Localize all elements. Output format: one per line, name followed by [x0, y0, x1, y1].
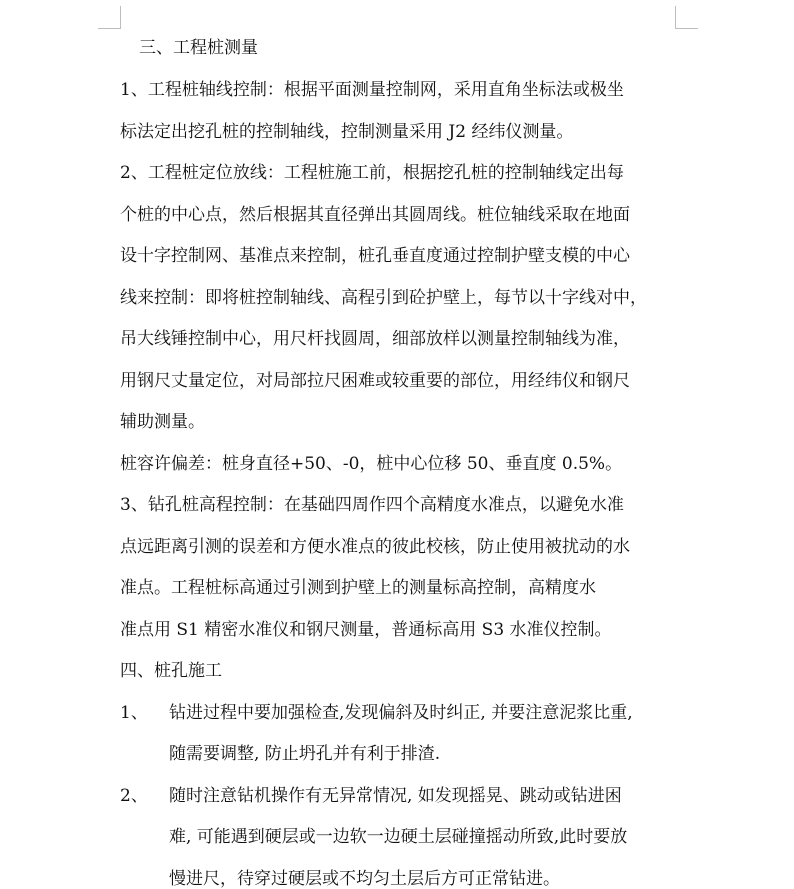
paragraph-2-line-2: 个桩的中心点，然后根据其直径弹出其圆周线。桩位轴线采取在地面 [120, 205, 630, 225]
paragraph-3-line-2: 点远距离引测的误差和方便水准点的彼此校核，防止使用被扰动的水 [120, 537, 630, 557]
paragraph-3-line-4: 准点用 S1 精密水准仪和钢尺测量，普通标高用 S3 水准仪控制。 [120, 620, 612, 640]
crop-mark-right-horizontal [675, 28, 698, 29]
paragraph-2-line-1: 2、工程桩定位放线：工程桩施工前，根据挖孔桩的控制轴线定出每 [120, 163, 624, 183]
list-item-2-line-1: 随时注意钻机操作有无异常情况, 如发现摇晃、跳动或钻进困 [169, 786, 622, 806]
crop-mark-left-horizontal [98, 28, 121, 29]
tolerance-line: 桩容许偏差：桩身直径+50、-0，桩中心位移 50、垂直度 0.5%。 [120, 454, 623, 474]
crop-mark-left-vertical [120, 6, 121, 29]
paragraph-1-line-2: 标法定出挖孔桩的控制轴线，控制测量采用 J2 经纬仪测量。 [120, 122, 574, 142]
paragraph-1-line-1: 1、工程桩轴线控制：根据平面测量控制网，采用直角坐标法或极坐 [120, 80, 624, 100]
paragraph-3-line-1: 3、钻孔桩高程控制：在基础四周作四个高精度水准点，以避免水准 [120, 495, 624, 515]
paragraph-2-line-4: 线来控制：即将桩控制轴线、高程引到砼护壁上，每节以十字线对中， [120, 288, 647, 308]
list-item-2-line-3: 慢进尺，待穿过硬层或不均匀土层后方可正常钻进。 [169, 869, 560, 889]
list-item-1-line-1: 钻进过程中要加强检查,发现偏斜及时纠正, 并要注意泥浆比重, [169, 703, 633, 723]
paragraph-2-line-6: 用钢尺丈量定位，对局部拉尺困难或较重要的部位，用经纬仪和钢尺 [120, 371, 630, 391]
list-item-1-number: 1、 [120, 703, 148, 723]
paragraph-2-line-5: 吊大线锤控制中心，用尺杆找圆周，细部放样以测量控制轴线为准， [120, 329, 630, 349]
list-item-1-line-2: 随需要调整, 防止坍孔并有利于排渣. [169, 744, 441, 764]
crop-mark-right-vertical [675, 6, 676, 29]
section-heading-4: 四、桩孔施工 [120, 661, 222, 681]
paragraph-2-line-3: 设十字控制网、基准点来控制，桩孔垂直度通过控制护壁支模的中心 [120, 246, 630, 266]
paragraph-2-line-7: 辅助测量。 [120, 412, 205, 432]
paragraph-3-line-3: 准点。工程桩标高通过引测到护壁上的测量标高控制，高精度水 [120, 578, 596, 598]
section-heading-3: 三、工程桩测量 [139, 38, 258, 58]
list-item-2-line-2: 难, 可能遇到硬层或一边软一边硬土层碰撞摇动所致,此时要放 [169, 827, 628, 847]
list-item-2-number: 2、 [120, 786, 148, 806]
